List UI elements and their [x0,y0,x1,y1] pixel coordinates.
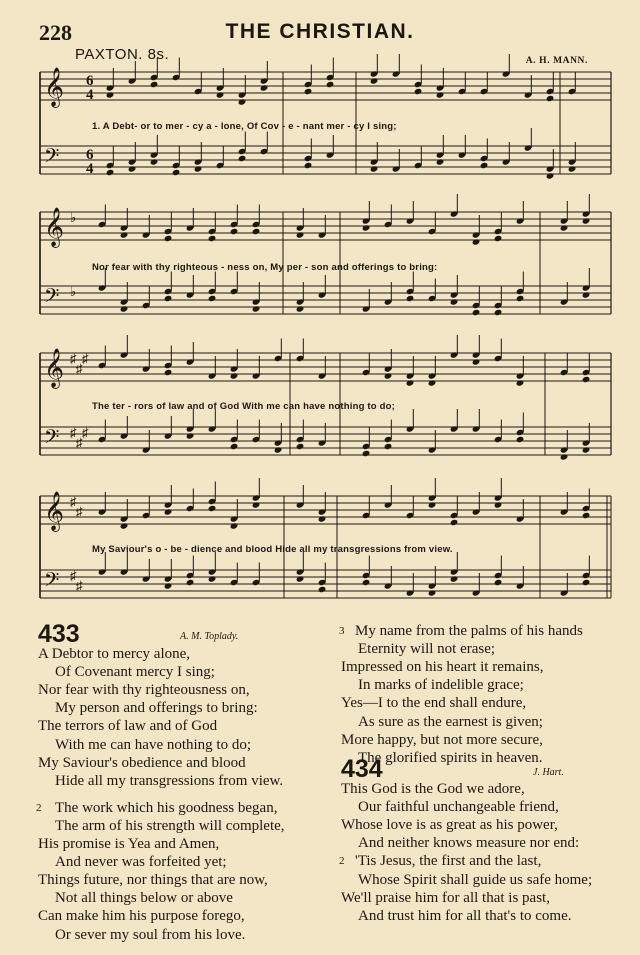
verse-line: Or sever my soul from his love. [55,926,246,943]
note-head [208,295,217,302]
note-head [106,169,115,176]
note-head [428,379,437,386]
note-head [318,586,327,593]
key-signature-icon: ♯ [82,351,89,366]
note-head [560,224,569,231]
verse-line: And never was forfeited yet; [55,854,227,871]
key-signature-icon: ♯ [70,568,77,583]
verse-line: We'll praise him for all that is past, [341,889,550,906]
verse-line: Yes—I to the end shall endure, [341,695,527,712]
time-signature: 4 [86,87,94,103]
verse-line: My name from the palms of his hands [355,623,583,639]
music-system [40,194,611,316]
note-head [318,515,327,522]
note-head [150,81,159,88]
note-head [252,228,261,235]
page-number: 228 [39,20,72,45]
note-head [546,95,555,102]
note-head [296,231,305,238]
verse-line: His promise is Yea and Amen, [38,836,220,852]
note-head [568,165,577,172]
bass-clef-icon: 𝄢 [44,144,60,172]
note-head [414,88,423,95]
treble-clef-icon: 𝄞 [44,491,65,531]
note-head [120,305,129,312]
note-head [582,579,591,586]
verse-line: The work which his goodness began, [55,799,278,816]
verse-line: Not all things below or above [55,890,233,907]
verse-line: And neither knows measure nor end: [358,835,580,852]
verse-line: My Saviour's obedience and blood [38,754,246,771]
verse-number: 2 [36,801,42,814]
note-head [494,501,503,508]
note-head [164,582,173,589]
note-head [370,77,379,84]
note-head [172,169,181,176]
note-head [582,291,591,298]
verse-line: As sure as the earnest is given; [358,713,543,730]
verse-line: Of Covenant mercy I sing; [55,664,215,681]
note-head [472,238,481,245]
note-head [428,501,437,508]
verse-line: In marks of indelible grace; [358,677,524,694]
key-signature-icon: ♯ [76,504,83,519]
lyrics-line-4: My Saviour's o - be - dience and blood Hide all my transgressions from view. [92,544,453,555]
note-head [472,309,481,316]
verse-line: The glorified spirits in heaven. [358,749,543,766]
note-head [560,453,569,460]
verse-line: Eternity will not erase; [358,641,496,658]
verse-number: 2 [339,855,345,868]
note-head [296,443,305,450]
note-head [326,81,335,88]
note-head [480,162,489,169]
verse-line: Whose Spirit shall guide us safe home; [358,871,593,888]
note-head [406,379,415,386]
note-head [450,575,459,582]
lyrics-line-2: Nor fear with thy righteous - ness on, My per - son and offerings to bring: [92,262,438,273]
key-signature-icon: ♯ [70,351,77,366]
note-head [494,235,503,242]
note-head [406,295,415,302]
treble-clef-icon: 𝄞 [44,67,65,107]
time-signature: 6 [86,147,94,163]
verse-line: The arm of his strength will complete, [55,817,285,834]
note-head [238,155,247,162]
verse-line: A Debtor to mercy alone, [38,646,191,662]
note-head [516,379,525,386]
note-head [304,162,313,169]
key-signature-icon: ♯ [70,425,77,440]
note-head [582,446,591,453]
note-head [106,91,115,98]
note-head [384,443,393,450]
note-head [230,522,239,529]
verse-line: My person and offerings to bring: [55,700,258,717]
note-head [238,98,247,105]
verse-line: Hide all my transgressions from view. [55,772,284,789]
note-head [516,295,525,302]
verse-line: Our faithful unchangeable friend, [358,799,559,816]
verse-line: Impressed on his heart it remains, [341,659,544,676]
time-signature: 4 [86,161,94,177]
verse-line: Nor fear with thy righteousness on, [38,682,250,699]
verse-line: 'Tis Jesus, the first and the last, [355,853,542,870]
note-head [362,450,371,457]
note-head [128,165,137,172]
note-head [164,295,173,302]
note-head [164,369,173,376]
note-head [120,231,129,238]
treble-clef-icon: 𝄞 [44,207,65,247]
note-head [436,158,445,165]
key-signature-icon: ♯ [76,361,83,376]
key-signature-icon: ♯ [70,494,77,509]
note-head [450,298,459,305]
note-head [230,228,239,235]
key-signature-icon: ♯ [76,578,83,593]
note-head [120,522,129,529]
treble-clef-icon: 𝄞 [44,348,65,388]
verse-line: Things future, nor things that are now, [38,872,268,889]
note-head [208,235,217,242]
note-head [164,508,173,515]
key-signature-icon: ♭ [70,284,77,299]
note-head [150,158,159,165]
note-head [472,358,481,365]
hymn-author: A. M. Toplady. [180,631,239,642]
note-head [216,91,225,98]
note-head [436,91,445,98]
tune-name: PAXTON. 8s. [75,46,170,63]
note-head [450,519,459,526]
note-head [230,443,239,450]
lyrics-line-3: The ter - rors of law and of God With me can have nothing to do; [92,401,395,412]
note-head [186,432,195,439]
note-head [208,505,217,512]
verse-line: The terrors of law and of God [38,718,218,735]
composer-credit: A. H. MANN. [525,56,588,66]
hymn-number: 433 [38,620,80,648]
bass-clef-icon: 𝄢 [44,425,60,453]
note-head [582,376,591,383]
verse-line: Can make him his purpose forego, [38,908,245,925]
key-signature-icon: ♯ [82,425,89,440]
note-head [296,575,305,582]
key-signature-icon: ♯ [76,435,83,450]
note-head [516,436,525,443]
note-head [546,172,555,179]
note-head [194,165,203,172]
verse-number: 3 [339,625,345,637]
note-head [252,501,261,508]
verse-line: More happy, but not more secure, [341,731,543,748]
note-head [304,88,313,95]
note-head [582,217,591,224]
verse-line: With me can have nothing to do; [55,736,252,753]
note-head [362,224,371,231]
note-head [296,305,305,312]
music-system [40,335,611,461]
music-system [40,54,611,180]
note-head [208,575,217,582]
bass-clef-icon: 𝄢 [44,284,60,312]
note-head [252,305,261,312]
note-head [428,589,437,596]
bass-clef-icon: 𝄢 [44,568,60,596]
note-head [230,372,239,379]
verse-line: Whose love is as great as his power, [341,817,558,834]
lyrics-line-1: 1. A Debt- or to mer - cy a - lone, Of Cov - e - nant mer - cy I sing; [92,121,397,132]
note-head [362,579,371,586]
note-head [260,84,269,91]
note-head [370,165,379,172]
note-head [582,512,591,519]
note-head [186,579,195,586]
note-head [494,309,503,316]
note-head [384,372,393,379]
note-head [164,235,173,242]
note-head [494,579,503,586]
hymn-number: 434 [341,755,383,783]
time-signature: 6 [86,73,94,89]
verse-line: And trust him for all that's to come. [358,907,572,924]
key-signature-icon: ♭ [70,210,77,225]
hymn-author: J. Hart. [533,767,564,778]
note-head [274,446,283,453]
verse-line: This God is the God we adore, [341,781,525,797]
music-system [40,478,611,598]
page-title: THE CHRISTIAN. [225,20,415,43]
